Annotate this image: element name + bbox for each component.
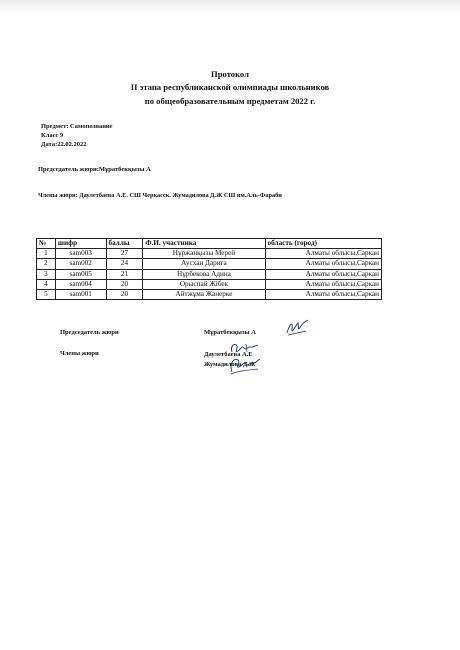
row-participant: Нұрбекова Адина (143, 269, 265, 279)
row-number: 4 (37, 279, 56, 289)
chair-signature-image (284, 317, 310, 339)
row-score: 27 (106, 249, 143, 259)
row-code: sam001 (55, 289, 106, 299)
member1-signature-name: Даулетбаева А.Е (204, 351, 253, 358)
jury-members-line: Члены жюри: Даулетбаева А.Е. СШ Черкасск. Жумадилова Д.Ж СШ им.Аль-Фараби (38, 192, 282, 199)
document-title: Протокол (211, 69, 249, 79)
header-score: баллы (106, 239, 143, 249)
row-code: sam002 (55, 259, 106, 269)
table-header-row (37, 239, 382, 249)
row-number: 3 (37, 269, 56, 279)
header-code: шифр (55, 239, 106, 249)
row-score: 20 (106, 289, 143, 299)
row-score: 21 (106, 269, 143, 279)
jury-chair-line: Председатель жюри:Мұратбекқызы А (38, 166, 151, 173)
results-table (36, 238, 382, 300)
row-region: Алматы облысы,Саркан (265, 249, 381, 259)
row-participant: Айтжұма Жанерке (143, 289, 265, 299)
table-row (37, 279, 382, 289)
date-line: Дата:22.02.2022 (41, 141, 87, 148)
row-region: Алматы облысы,Саркан (265, 259, 381, 269)
table-row (37, 249, 382, 259)
row-region: Алматы облысы,Саркан (265, 289, 381, 299)
row-number: 5 (37, 289, 56, 299)
row-code: sam003 (55, 249, 106, 259)
row-code: sam004 (55, 279, 106, 289)
table-row (37, 259, 382, 269)
table-row (37, 289, 382, 299)
row-participant: Нұржанқызы Мерей (143, 249, 265, 259)
header-region: область (город) (265, 239, 381, 249)
row-score: 24 (106, 259, 143, 269)
chair-signature-label: Председатель жюри (60, 329, 119, 336)
member2-signature-name: Жумадилова Д.Ж (204, 361, 256, 368)
row-participant: Орыспай Жібек (143, 279, 265, 289)
row-region: Алматы облысы,Саркан (265, 279, 381, 289)
header-number: № (37, 239, 56, 249)
row-code: sam005 (55, 269, 106, 279)
scan-shadow (0, 0, 460, 14)
members-signature-label: Члены жюри (60, 350, 99, 357)
subject-line: Предмет: Самопознание (41, 123, 113, 130)
row-number: 1 (37, 249, 56, 259)
row-region: Алматы облысы,Саркан (265, 269, 381, 279)
row-number: 2 (37, 259, 56, 269)
header-participant: Ф.И. участника (143, 239, 265, 249)
table-row (37, 269, 382, 279)
document-subtitle-line2: по общеобразовательным предметам 2022 г. (144, 96, 316, 106)
chair-signature-name: Мұратбекқызы А (204, 329, 256, 336)
grade-line: Класс 9 (41, 132, 64, 139)
document-subtitle-line1: II этапа республиканской олимпиады школьников (130, 82, 330, 92)
row-participant: Аусхан Дариға (143, 259, 265, 269)
row-score: 20 (106, 279, 143, 289)
member2-signature-image (226, 354, 262, 376)
